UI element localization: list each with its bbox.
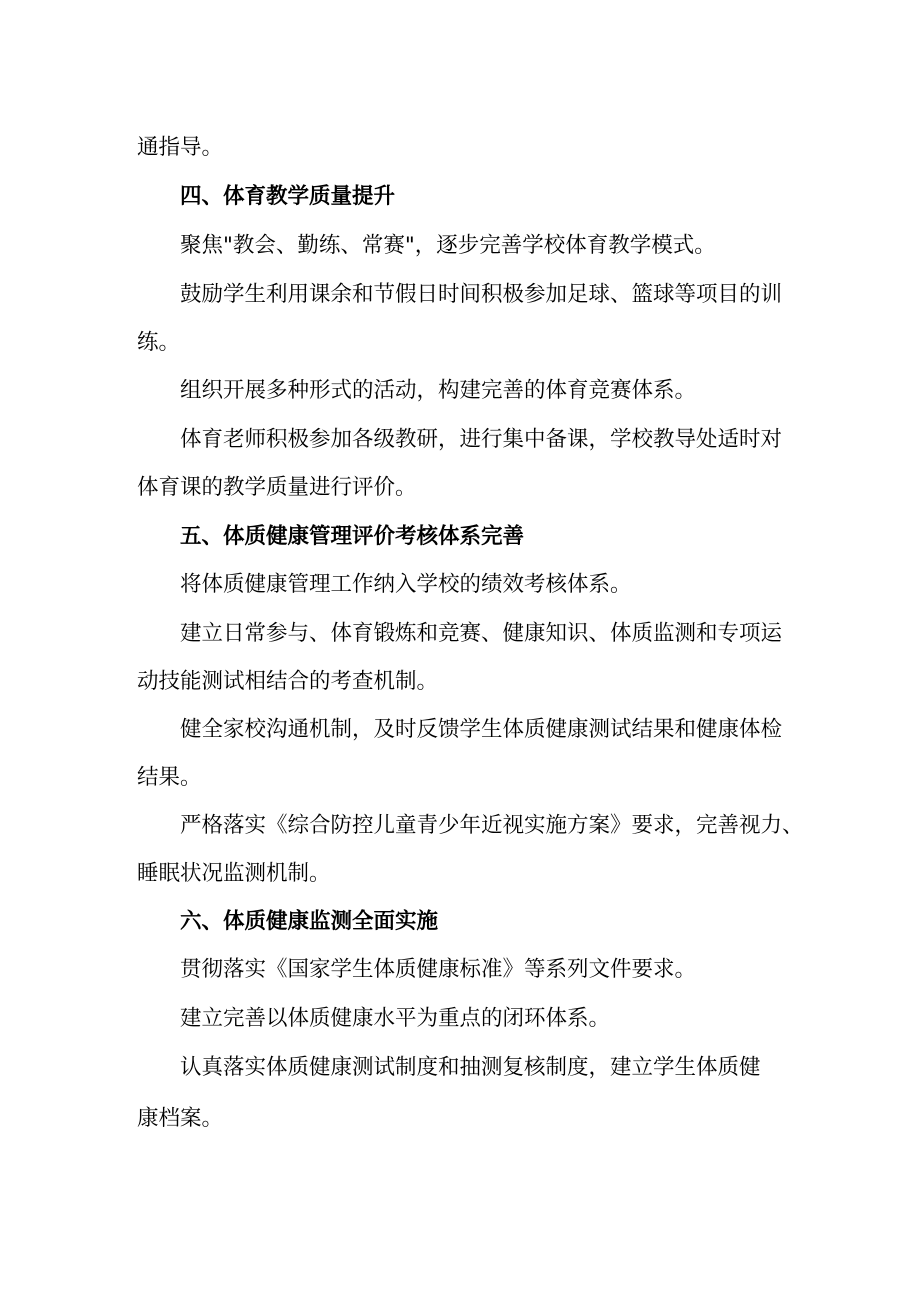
paragraph-line: 建立完善以体质健康水平为重点的闭环体系。: [180, 1006, 611, 1031]
paragraph-line: 结果。: [137, 765, 202, 790]
section-heading: 四、体育教学质量提升: [180, 184, 396, 209]
paragraph-line: 通指导。: [137, 135, 224, 160]
paragraph-line: 睡眠状况监测机制。: [137, 861, 331, 886]
paragraph-line: 将体质健康管理工作纳入学校的绩效考核体系。: [180, 572, 632, 597]
paragraph-line: 练。: [137, 330, 181, 355]
section-heading: 六、体质健康监测全面实施: [180, 909, 439, 934]
paragraph-line: 贯彻落实《国家学生体质健康标准》等系列文件要求。: [180, 957, 697, 982]
paragraph-line: 严格落实《综合防控儿童青少年近视实施方案》要求，完善视力、: [180, 813, 804, 838]
paragraph-line: 体育老师积极参加各级教研，进行集中备课，学校教导处适时对: [180, 427, 783, 452]
section-heading: 五、体质健康管理评价考核体系完善: [180, 524, 525, 549]
paragraph-line: 建立日常参与、体育锻炼和竞赛、健康知识、体质监测和专项运: [180, 621, 783, 646]
paragraph-line: 聚焦"教会、勤练、常赛"，逐步完善学校体育教学模式。: [180, 233, 716, 258]
paragraph-line: 健全家校沟通机制，及时反馈学生体质健康测试结果和健康体检: [180, 717, 783, 742]
paragraph-line: 动技能测试相结合的考查机制。: [137, 669, 439, 694]
paragraph-line: 认真落实体质健康测试制度和抽测复核制度，建立学生体质健: [180, 1055, 761, 1080]
paragraph-line: 康档案。: [137, 1106, 224, 1131]
paragraph-line: 鼓励学生利用课余和节假日时间积极参加足球、篮球等项目的训: [180, 282, 783, 307]
paragraph-line: 体育课的教学质量进行评价。: [137, 475, 417, 500]
paragraph-line: 组织开展多种形式的活动，构建完善的体育竞赛体系。: [180, 378, 697, 403]
